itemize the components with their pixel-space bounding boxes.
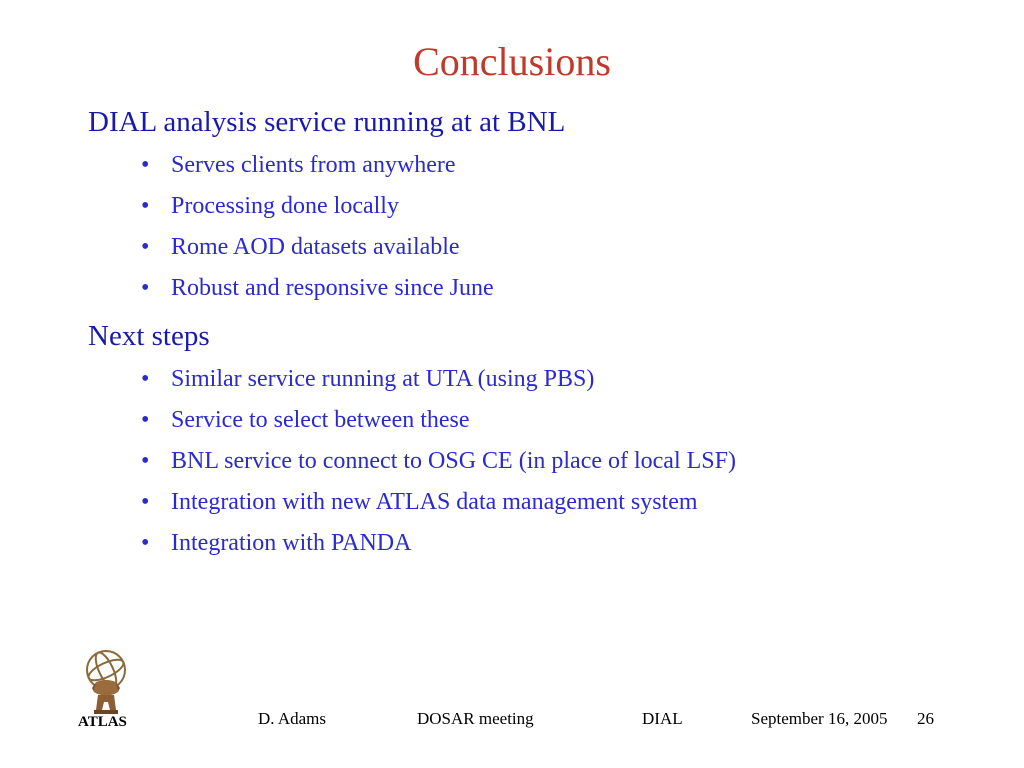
bullet-text: Similar service running at UTA (using PBS) bbox=[171, 366, 595, 392]
bullet-marker: • bbox=[141, 193, 150, 219]
section-heading-next-steps: Next steps bbox=[88, 320, 210, 352]
bullet-marker: • bbox=[141, 407, 150, 433]
slide-title: Conclusions bbox=[413, 39, 611, 84]
bullet-marker: • bbox=[141, 366, 150, 392]
bullet-text: Processing done locally bbox=[171, 193, 399, 219]
atlas-logo-label: ATLAS bbox=[78, 714, 127, 730]
bullet-marker: • bbox=[141, 234, 150, 260]
section-heading-dial-service: DIAL analysis service running at at BNL bbox=[88, 106, 566, 138]
footer-page-number: 26 bbox=[917, 709, 934, 728]
bullet-text: BNL service to connect to OSG CE (in place of local LSF) bbox=[171, 448, 736, 474]
bullet-marker: • bbox=[141, 275, 150, 301]
bullet-text: Integration with new ATLAS data management system bbox=[171, 489, 698, 515]
bullet-text: Integration with PANDA bbox=[171, 530, 412, 556]
bullet-marker: • bbox=[141, 530, 150, 556]
footer-date: September 16, 2005 bbox=[751, 709, 888, 728]
bullet-text: Robust and responsive since June bbox=[171, 275, 494, 301]
bullet-text: Serves clients from anywhere bbox=[171, 152, 456, 178]
footer-meeting: DOSAR meeting bbox=[417, 709, 534, 728]
bullet-marker: • bbox=[141, 152, 150, 178]
bullet-text: Rome AOD datasets available bbox=[171, 234, 460, 260]
footer-author: D. Adams bbox=[258, 709, 326, 728]
bullet-marker: • bbox=[141, 448, 150, 474]
bullet-text: Service to select between these bbox=[171, 407, 470, 433]
footer-topic: DIAL bbox=[642, 709, 683, 728]
bullet-marker: • bbox=[141, 489, 150, 515]
